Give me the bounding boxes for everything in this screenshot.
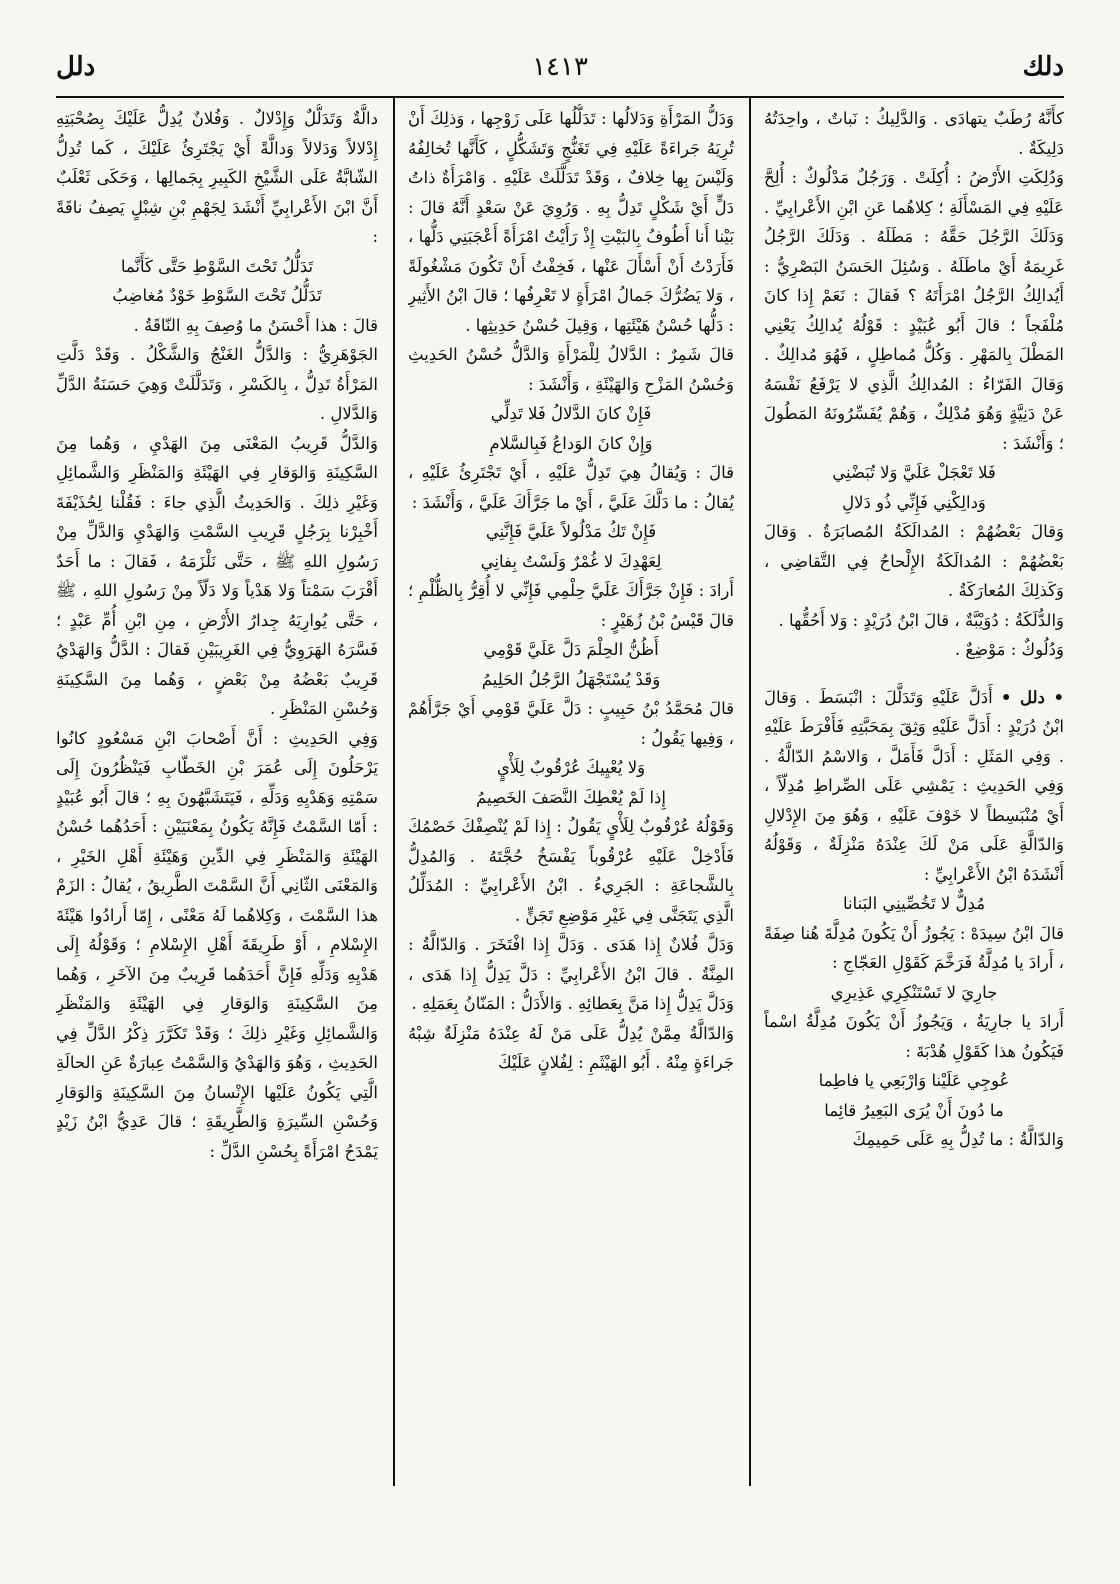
entry-gap (764, 665, 1064, 683)
entry-paragraph: وَقَوْلُهُ عُرْقُوبٌ لِلَأْيٍ يَقُولُ : إِذا لَمْ يُنْصِفْكَ خَصْمُكَ فَأَدْخِلْ عَلَيْهِ عُرْقُوباً يَفْسَخُ حُجَّتَهُ . وَالمُدِلُّ بِالشَّجاعَةِ : الجَرِيءُ . ابْنُ الأَعْرابِيِّ : المُدَلِّلُ الَّذِي يَتَجَنَّى فِي غَيْرِ مَوْضِعِ تَجَنٍّ . (408, 817, 734, 925)
entry-paragraph: دالَّةٌ وَتَدَلُّلٌ وَإِدْلالٌ . وَفُلانٌ يُدِلُّ عَلَيْكَ بِصُحْبَتِهِ إِدْلالاً وَدَلالاً وَدالَّةً أَيْ يَجْتَرِئُ عَلَيْكَ ، كَما تُدِلُّ الشّابَّةُ عَلَى الشَّيْخِ الكَبِيرِ بِجَمالِها ، وَحَكَى ثَعْلَبٌ أَنَّ ابْنَ الأَعْرابِيِّ أَنْشَدَ لِجَهْمِ بْنِ شِبْلٍ يَصِفُ ناقَةً : (56, 109, 378, 246)
verse-line: فَلا تَعْجَلْ عَلَيَّ وَلا تُبَضْنِي (832, 463, 996, 482)
entry-paragraph: قالَ : وَيُقالُ هِيَ تَدِلُّ عَلَيْهِ ، أَيْ تَجْتَرِئُ عَلَيْهِ ، يُقالُ : ما دَلَّكَ عَلَيَّ ، أَيْ ما جَرَّأَكَ عَلَيَّ ، وَأَنْشَدَ : (408, 463, 734, 512)
entry-headword: • دلل • (1000, 687, 1064, 707)
header-keyword-left: دلل (56, 52, 96, 82)
verse-line: مُدِلٌّ لا تَخُصِّينِي البَنانا (842, 894, 986, 913)
entry-paragraph: وَفِي الحَدِيثِ : أَنَّ أَصْحابَ ابْنِ مَسْعُودٍ كانُوا يَرْحَلُونَ إِلَى عُمَرَ بْنِ الخَطّابِ فَيَنْظُرُونَ إِلَى سَمْتِهِ وَهَدْيِهِ وَدَلِّهِ ، فَيَتَشَبَّهُونَ بِهِ ؛ قالَ أَبُو عُبَيْدٍ : أَمّا السَّمْتُ فَإِنَّهُ يَكُونُ بِمَعْنَيَيْنِ : أَحَدُهُما حُسْنُ الهَيْئَةِ وَالمَنْظَرِ فِي الدِّينِ وَهَيْئَةِ أَهْلِ الخَيْرِ ، وَالمَعْنَى الثّانِي أَنَّ السَّمْتَ الطَّرِيقُ ، يُقالُ : الزَمْ هذا السَّمْتَ ، وَكِلاهُما لَهُ مَعْنًى ، إِمّا أَرادُوا هَيْئَةَ الإِسْلامِ ، أَوْ طَرِيقَةَ أَهْلِ الإِسْلامِ ؛ وَقَوْلُهُ إِلَى هَدْيِهِ وَدَلِّهِ فَإِنَّ أَحَدَهُما قَرِيبٌ مِنَ الآخَرِ ، وَهُما مِنَ السَّكِينَةِ وَالوَقارِ فِي الهَيْئَةِ وَالمَنْظَرِ وَالشَّمائِلِ وَغَيْرِ ذلِكَ ؛ وَقَدْ تَكَرَّرَ ذِكْرُ الدَّلِّ فِي الحَدِيثِ ، وَهُوَ وَالهَدْيُ وَالسَّمْتُ عِبارَةٌ عَنِ الحالَةِ الَّتِي يَكُونُ عَلَيْها الإِنْسانُ مِنَ السَّكِينَةِ وَالوَقارِ وَحُسْنِ السِّيرَةِ وَالطَّرِيقَةِ ؛ قالَ عَدِيُّ ابْنُ زَيْدٍ يَمْدَحُ امْرَأَةً بِحُسْنِ الدَّلِّ : (56, 728, 378, 1161)
column-right (764, 104, 1064, 1155)
entry-paragraph: قالَ مُحَمَّدُ بْنُ حَبِيبٍ : دَلَّ عَلَيَّ قَوْمِي أَيْ جَرَّأَهُمْ ، وَفِيها يَقُولُ : (408, 699, 734, 748)
verse-line: وَقَدْ يُسْتَجْهَلُ الرَّجُلُ الحَلِيمُ (481, 669, 661, 689)
column-middle (408, 104, 734, 1078)
verse-line: تَدَلُّلُ تَحْتَ السَّوْطِ خَوْدٌ مُغاضِبُ (112, 286, 322, 305)
header-rule (56, 96, 1064, 98)
entry-paragraph: قالَ ابْنُ سِيدَهْ : يَجُوزُ أَنْ يَكُونَ مُدِلَّةَ هُنا صِفَةً ، أَرادَ يا مُدِلَّةُ فَرَخَّمَ كَقَوْلِ العَجّاجِ : (764, 923, 1064, 972)
entry-paragraph: وَدَلَّ فُلانٌ إِذا هَدَى . وَدَلَّ إِذا افْتَخَرَ . وَالدّالَّةُ : المِنَّةُ . قالَ ابْنُ الأَعْرابِيِّ : دَلَّ يَدِلُّ إِذا هَدَى ، وَدَلَّ يَدِلُّ إِذا مَنَّ بِعَطائِهِ . وَالأَدَلُّ : المَنّانُ بِعَمَلِهِ . (408, 935, 734, 1013)
entry-paragraph: أَرادَ : فَإِنْ جَرَّأَكَ عَلَيَّ حِلْمِي فَإِنِّي لا أُقِرُّ بِالظُّلْمِ ؛ قالَ قَيْسُ بْنُ زُهَيْرٍ : (408, 581, 734, 630)
verse-line: أَظُنُّ الحِلْمَ دَلَّ عَلَيَّ قَوْمِي (483, 640, 659, 659)
entry-paragraph: وَدُلُوكٌ : مَوْضِعٌ . (954, 640, 1064, 659)
verse-line: فَإِنْ تَكُ مَدْلُولاً عَلَيَّ فَإِنَّنِي (485, 522, 657, 541)
entry-paragraph: وَالدُّلَكَةُ : دُوَيْبَّةٌ ، قالَ ابْنُ دُرَيْدٍ : وَلا أَحُقُّها . (778, 610, 1064, 630)
entry-paragraph: قالَ : هذا أَحْسَنُ ما وُصِفَ بِهِ النّاقَةُ . (133, 315, 378, 335)
page-header (56, 52, 1064, 92)
entry-paragraph: وَالدَّلُّ قَرِيبُ المَعْنَى مِنَ الهَدْيِ ، وَهُما مِنَ السَّكِينَةِ وَالوَقارِ فِي الهَيْئَةِ وَالمَنْظَرِ وَالشَّمائِلِ وَغَيْرِ ذلِكَ . وَالحَدِيثُ الَّذِي جاءَ : فَقُلْنا لِحُذَيْفَةَ أَخْبِرْنا بِرَجُلٍ قَرِيبِ السَّمْتِ وَالهَدْيِ وَالدَّلِّ مِنْ رَسُولِ اللهِ ﷺ ، حَتَّى نَلْزَمَهُ ، فَقالَ : ما أَحَدٌ أَقْرَبَ سَمْتاً وَلا هَدْياً وَلا دَلّاً مِنْ رَسُولِ اللهِ ، ﷺ ، حَتَّى يُوارِيَهُ جِدارُ الأَرْضِ ، مِنِ ابْنِ أُمِّ عَبْدٍ ؛ فَسَّرَهُ الهَرَوِيُّ فِي الغَرِيبَيْنِ فَقالَ : الدَّلُّ وَالهَدْيُ قَرِيبٌ بَعْضُهُ مِنْ بَعْضٍ ، وَهُما مِنَ السَّكِينَةِ وَحُسْنِ المَنْظَرِ . (56, 433, 378, 718)
column-divider-right (749, 96, 751, 1486)
header-keyword-right: دلك (1022, 52, 1064, 82)
page-number: ١٤١٣ (532, 52, 588, 82)
entry-paragraph: وَالدّالَّةُ : ما تُدِلُّ بِهِ عَلَى حَمِيمِكَ (852, 1130, 1064, 1149)
entry-text: أَدَلَّ عَلَيْهِ وَتَدَلَّلَ : انْبَسَطَ . وَقالَ ابْنُ دُرَيْدٍ : أَدَلَّ عَلَيْهِ وَثِقَ بِمَحَبَّتِهِ فَأَفْرَطَ عَلَيْهِ . وَفِي المَثَلِ : أَدَلَّ فَأَمَلَّ ، وَالاسْمُ الدّالَّةُ . وَفِي الحَدِيثِ : يَمْشِي عَلَى الصِّراطِ مُدِلّاً ، أَيْ مُنْبَسِطاً لا خَوْفَ عَلَيْهِ ، وَهُوَ مِنَ الإِدْلالِ وَالدّالَّةِ عَلَى مَنْ لَكَ عِنْدَهُ مَنْزِلَةٌ ، وَقَوْلُهُ أَنْشَدَهُ ابْنُ الأَعْرابِيِّ : (764, 687, 1064, 884)
entry-paragraph: كأَنَّهُ رُطَبٌ يتهادَى . وَالدَّلِيكُ : نَباتٌ ، واحِدَتُهُ دَلِيكَةٌ . (764, 109, 1064, 158)
entry-paragraph: وَدَلُّ المَرْأَةِ وَدَلالُها : تَدَلُّلُها عَلَى زَوْجِها ، وَذلِكَ أَنْ تُرِيَهُ جَراءَةً عَلَيْهِ فِي تَغَنُّجٍ وَتَشَكُّلٍ ، كَأَنَّها تُخالِفُهُ وَلَيْسَ بِها خِلافٌ ، وَقَدْ تَدَلَّلَتْ عَلَيْهِ . وَامْرَأَةٌ ذاتُ دَلٍّ أَيْ شَكْلٍ تَدِلُّ بِهِ . وَرُوِيَ عَنْ سَعْدٍ أَنَّهُ قالَ : بَيْنا أَنا أَطُوفُ بِالبَيْتِ إِذْ رَأَيْتُ امْرَأَةً أَعْجَبَنِي دَلُّها ، فَأَرَدْتُ أَنْ أَسْأَلَ عَنْها ، فَخِفْتُ أَنْ تَكُونَ مَشْغُولَةً ، وَلا يَضُرُّكَ جَمالُ امْرَأَةٍ لا تَعْرِفُها ؛ قالَ ابْنُ الأَثِيرِ : دَلُّها حُسْنُ هَيْئَتِها ، وَقِيلَ حُسْنُ حَدِيثِها . (408, 109, 734, 335)
verse-line: وَإِنْ كانَ الوَداعُ فَبِالسَّلامِ (489, 433, 653, 453)
column-left (56, 104, 378, 1166)
verse-line: وَدالِكْنِي فَإِنِّي ذُو دَلالِ (842, 492, 986, 512)
entry-paragraph: وَقالَ بَعْضُهُمْ : المُدالَكَةُ المُصابَرَةُ . وَقالَ بَعْضُهُمْ : المُدالَكَةُ الإِلْحاحُ فِي التَّقاضِي ، وَكَذلِكَ المُعارَكَةُ . (764, 522, 1064, 600)
verse-line: جارِيَ لا تَسْتَنْكِرِي عَذِيرِي (830, 982, 998, 1002)
entry-paragraph: أَرادَ يا جارِيَةُ ، وَيَجُوزُ أَنْ يَكُونَ مُدِلَّةُ اسْماً فَيَكُونُ هذا كَقَوْلِ هُدْبَةَ : (764, 1012, 1064, 1061)
entry-paragraph: الجَوْهَرِيُّ : وَالدَّلُّ الغَنْجُ وَالشَّكْلُ . وَقَدْ دَلَّتِ المَرْأَةُ تَدِلُّ ، بِالكَسْرِ ، وَتَدَلَّلَتْ وَهِيَ حَسَنَةُ الدَّلِّ وَالدَّلالِ . (56, 345, 378, 423)
verse-line: تَدَلُّلُ تَحْتَ السَّوْطِ حَتَّى كَأَنَّما (120, 256, 314, 276)
entry-paragraph: وَدُلِكَتِ الأَرْضُ : أُكِلَتْ . وَرَجُلٌ مَدْلُوكٌ : أُلِحَّ عَلَيْهِ فِي المَسْأَلَةِ ؛ كِلاهُما عَنِ ابْنِ الأَعْرابِيِّ . وَدَلَكَ الرَّجُلَ حَقَّهُ : مَطَلَهُ . وَدَلَكَ الرَّجُلُ غَرِيمَهُ أَيْ ماطَلَهُ . وَسُئِلَ الحَسَنُ البَصْرِيُّ : أَيُدالِكُ الرَّجُلُ امْرَأَتَهُ ؟ فَقالَ : نَعَمْ إِذا كانَ مُلْفَجاً ؛ قالَ أَبُو عُبَيْدٍ : قَوْلُهُ يُدالِكُ يَعْنِي المَطْلَ بِالمَهْرِ . وَكُلُّ مُماطِلٍ ، فَهُوَ مُدالِكٌ . وَقالَ الفَرّاءُ : المُدالِكُ الَّذِي لا يَرْفَعُ نَفْسَهُ عَنْ دَنِيَّةٍ وَهُوَ مُدْلِكٌ ، وَهُمْ يُفَسِّرُونَهُ المَطُولَ ؛ وَأَنْشَدَ : (764, 168, 1064, 453)
verse-line: لِعَهْدِكَ لا غُمْرٌ وَلَسْتُ بِفانِي (480, 551, 662, 571)
verse-line: وَلا يُعْيِيكَ عُرْقُوبٌ لِلَأْيٍ (496, 758, 646, 777)
column-divider-left (393, 96, 395, 1486)
verse-line: ما دُونَ أَنْ يُرَى البَعِيرُ قائِما (824, 1100, 1004, 1120)
entry-paragraph: وَالدّالَّةُ مِمَّنْ يُدِلُّ عَلَى مَنْ لَهُ عِنْدَهُ مَنْزِلَةٌ شِبْهُ جَراءَةٍ مِنْهُ . أَبُو الهَيْثَمِ : لِفُلانٍ عَلَيْكَ (408, 1023, 734, 1072)
verse-line: فَإِنْ كانَ الدَّلالُ فَلا تَدِلِّي (490, 404, 652, 423)
verse-line: إِذا لَمْ يُعْطِكَ النَّصَفَ الخَصِيمُ (475, 787, 666, 807)
entry-paragraph: قالَ شَمِرٌ : الدَّلالُ لِلْمَرْأَةِ وَالدَّلُّ حُسْنُ الحَدِيثِ وَحُسْنُ المَزْحِ وَالهَيْئَةِ ، وَأَنْشَدَ : (408, 345, 734, 394)
entry-paragraph (764, 683, 1064, 890)
verse-line: عُوجِي عَلَيْنا وَارْبَعِي يا فاطِما (818, 1071, 1010, 1090)
